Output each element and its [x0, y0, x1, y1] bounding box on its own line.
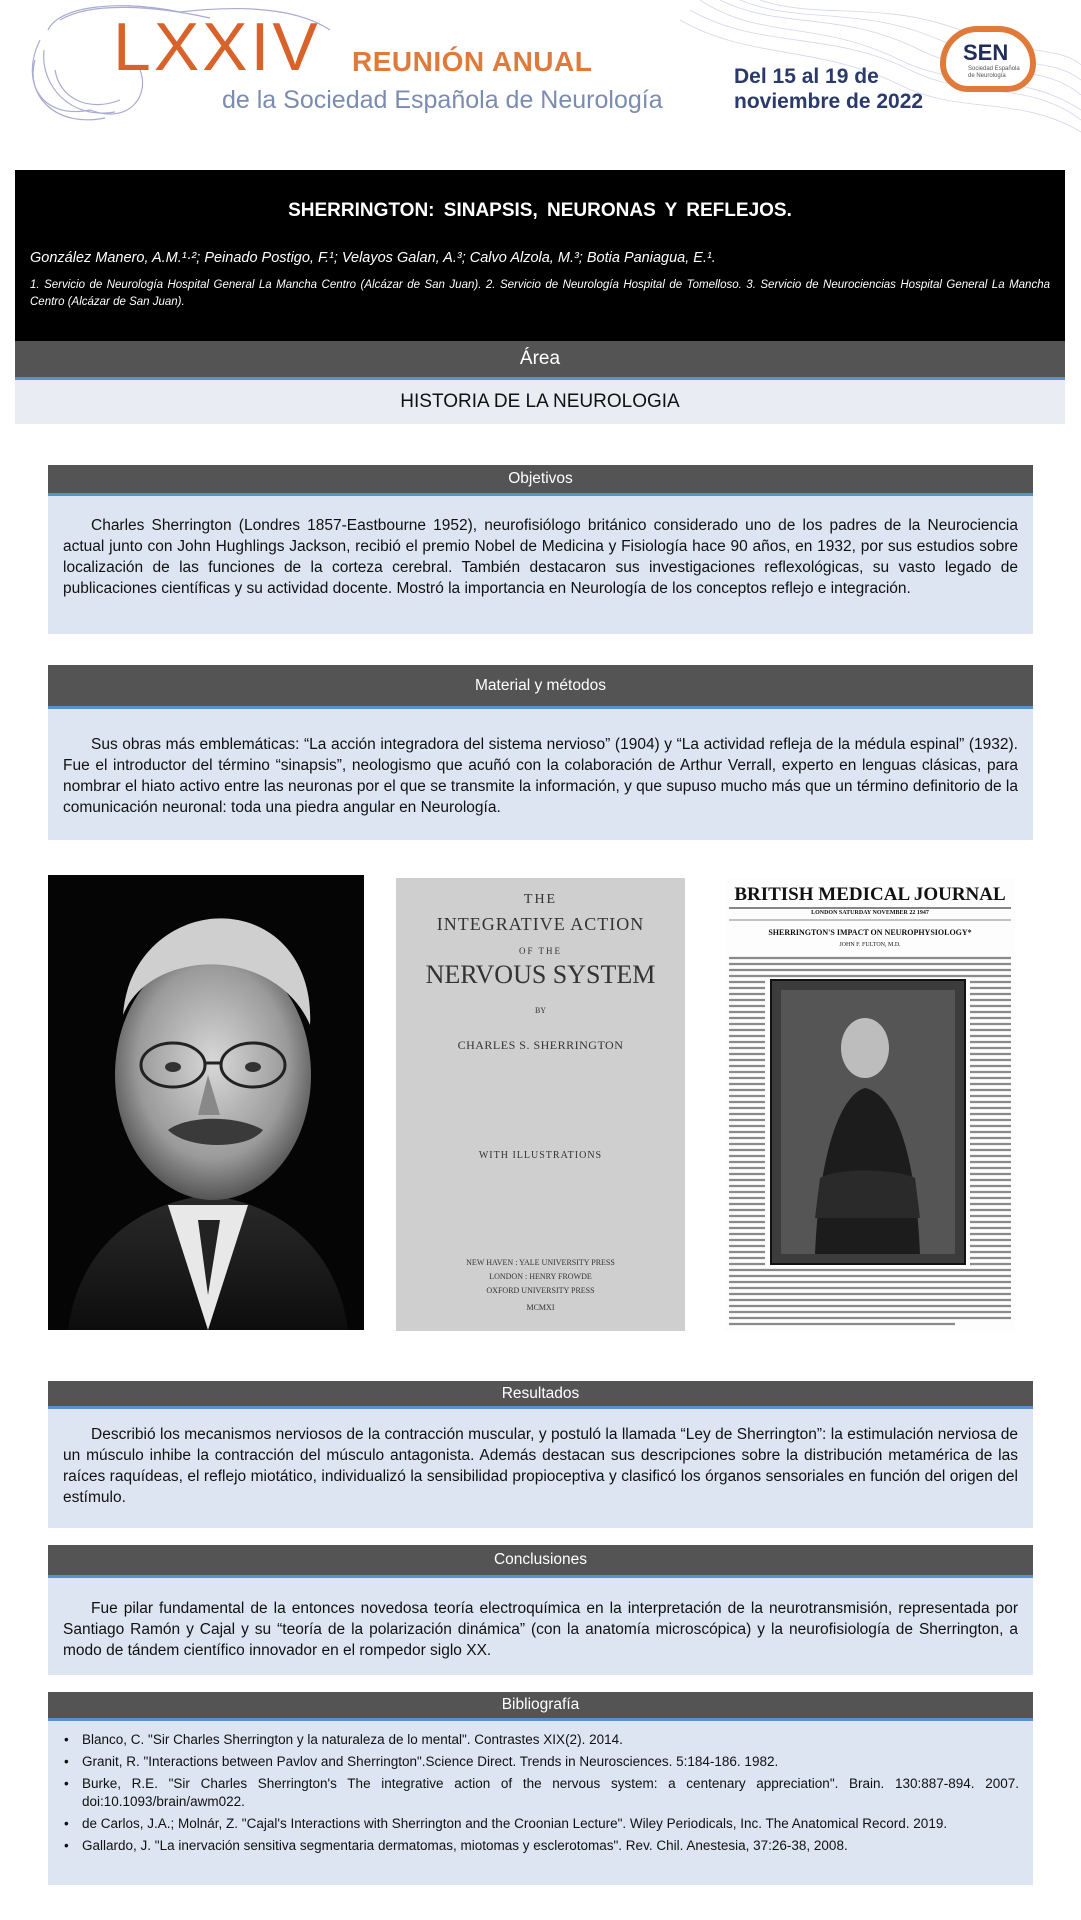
portrait-illustration [48, 875, 364, 1330]
book-title-line1: INTEGRATIVE ACTION [436, 914, 645, 934]
objetivos-body [48, 493, 1033, 634]
bibliography-item: • Gallardo, J. "La inervación sensitiva segmentaria dermatomas, miotomas y esclerotomas". Rev. Chil. Anestesia, 37:26-38, 2008. [62, 1837, 1019, 1855]
objetivos-header: Objetivos [48, 465, 1033, 493]
book-author: CHARLES S. SHERRINGTON [457, 1038, 624, 1052]
sen-logo-subtitle: Sociedad Española de Neurología [968, 66, 1020, 79]
authors-line: González Manero, A.M.¹·²; Peinado Postigo, F.¹; Velayos Galan, A.³; Calvo Alzola, M.³; Botia Paniagua, E.¹. [30, 250, 716, 266]
meeting-dates [734, 64, 923, 114]
bibliography-item: • Burke, R.E. "Sir Charles Sherrington's The integrative action of the nervous system: a centenary appreciation". Brain. 130:887-894. 2007. doi:10.1093/brain/awm022. [62, 1775, 1019, 1811]
edition-number: LXXIV [113, 9, 321, 85]
book-of-the: OF THE [518, 946, 563, 956]
book-by: BY [534, 1006, 547, 1015]
book-illustrations: WITH ILLUSTRATIONS [478, 1150, 603, 1161]
book-publisher-3: OXFORD UNIVERSITY PRESS [486, 1286, 595, 1295]
resultados-body [48, 1406, 1033, 1528]
book-cover-image [396, 878, 685, 1331]
bibliografia-body [48, 1718, 1033, 1885]
journal-masthead: BRITISH MEDICAL JOURNAL [734, 884, 1006, 905]
conclusiones-text: Fue pilar fundamental de la entonces novedosa teoría electroquímica en la interpretación de la neurotransmisión, representada por Santiago Ramón y Cajal y su “teoría de la polarización dinámica” (con la anatomía microscópica) y la neurofisiología de Sherrington, a modo de tándem científico innovador en el rompedor siglo XX. [63, 1600, 1018, 1659]
resultados-text: Describió los mecanismos nerviosos de la contracción muscular, y postuló la llamada “Ley de Sherrington”: la estimulación nerviosa de un músculo inhibe la contracción del músculo antagonista. Además destacan sus descripciones sobre la distribución metamérica de las raíces raquídeas, el reflejo miotático, individualizó la sensibilidad propioceptiva y clasificó los órganos sensoriales en función del origen del estímulo. [63, 1426, 1018, 1506]
book-publisher-1: NEW HAVEN : YALE UNIVERSITY PRESS [466, 1258, 615, 1267]
bibliography-item: • Granit, R. "Interactions between Pavlov and Sherrington".Science Direct. Trends in Neurosciences. 5:184-186. 1982. [62, 1753, 1019, 1771]
conclusiones-header: Conclusiones [48, 1545, 1033, 1575]
sen-logo-text: SEN [963, 40, 1009, 65]
resultados-header: Resultados [48, 1381, 1033, 1406]
book-year: MCMXI [526, 1303, 555, 1312]
dates-line-2: noviembre de 2022 [734, 90, 924, 113]
sherrington-portrait [48, 875, 364, 1330]
poster-title-block [15, 170, 1065, 341]
journal-dateline: LONDON SATURDAY NOVEMBER 22 1947 [811, 910, 929, 916]
conference-banner [0, 0, 1081, 140]
book-publisher-2: LONDON : HENRY FROWDE [489, 1272, 592, 1281]
book-the: THE [523, 892, 558, 907]
bibliography-item: • Blanco, C. "Sir Charles Sherrington y la naturaleza de lo mental". Contrastes XIX(2). 2014. [62, 1731, 1019, 1749]
poster-title: SHERRINGTON: SINAPSIS, NEURONAS Y REFLEJOS. [288, 200, 792, 221]
bibliografia-header: Bibliografía [48, 1692, 1033, 1718]
material-text: Sus obras más emblemáticas: “La acción integradora del sistema nervioso” (1904) y “La actividad refleja de la médula espinal” (1932). Fue el introductor del término “sinapsis”, neologismo que acuñó con la colaboración de Arthur Verrall, experto en lenguas clásicas, para nombrar el hiato activo entre las neuronas por el que se transmite la información, y que supuso mucho más que un término definitorio de la comunicación neuronal: toda una piedra angular en Neurología. [63, 736, 1018, 816]
affiliations: 1. Servicio de Neurología Hospital General La Mancha Centro (Alcázar de San Juan). 2. Servicio de Neurología Hospital de Tomelloso. 3. Servicio de Neurociencias Hospital General La Mancha Centro (Alcázar de San Juan). [30, 279, 1050, 308]
article-title: SHERRINGTON'S IMPACT ON NEUROPHYSIOLOGY* [768, 928, 972, 937]
objetivos-text: Charles Sherrington (Londres 1857-Eastbourne 1952), neurofisiólogo británico considerado uno de los padres de la Neurociencia actual junto con John Hughlings Jackson, recibió el premio Nobel de Medicina y Fisiología hace 90 años, en 1932, por sus estudios sobre localización de las funciones de la corteza cerebral. También destacaron sus investigaciones reflexológicas, su vasto legado de publicaciones científicas y su actividad docente. Mostró la importancia en Neurología de los conceptos reflejo e integración. [63, 517, 1018, 597]
bibliography-list [48, 1721, 1033, 1855]
society-name: de la Sociedad Española de Neurología [222, 86, 663, 114]
journal-layout-graphic [725, 878, 1015, 1333]
material-header: Material y métodos [48, 665, 1033, 706]
area-header: Área [15, 341, 1065, 377]
book-title-line2: NERVOUS SYSTEM [425, 960, 656, 989]
area-value: HISTORIA DE LA NEUROLOGIA [15, 377, 1065, 424]
bibliography-item: • de Carlos, J.A.; Molnár, Z. "Cajal's Interactions with Sherrington and the Croonian Lecture". Wiley Periodicals, Inc. The Anatomical Record. 2019. [62, 1815, 1019, 1833]
meeting-title: REUNIÓN ANUAL [352, 46, 593, 77]
conclusiones-body [48, 1575, 1033, 1675]
bmj-article-image [725, 878, 1015, 1333]
material-body [48, 706, 1033, 840]
dates-line-1: Del 15 al 19 de [734, 65, 879, 88]
article-byline: JOHN F. FULTON, M.D. [839, 942, 901, 948]
